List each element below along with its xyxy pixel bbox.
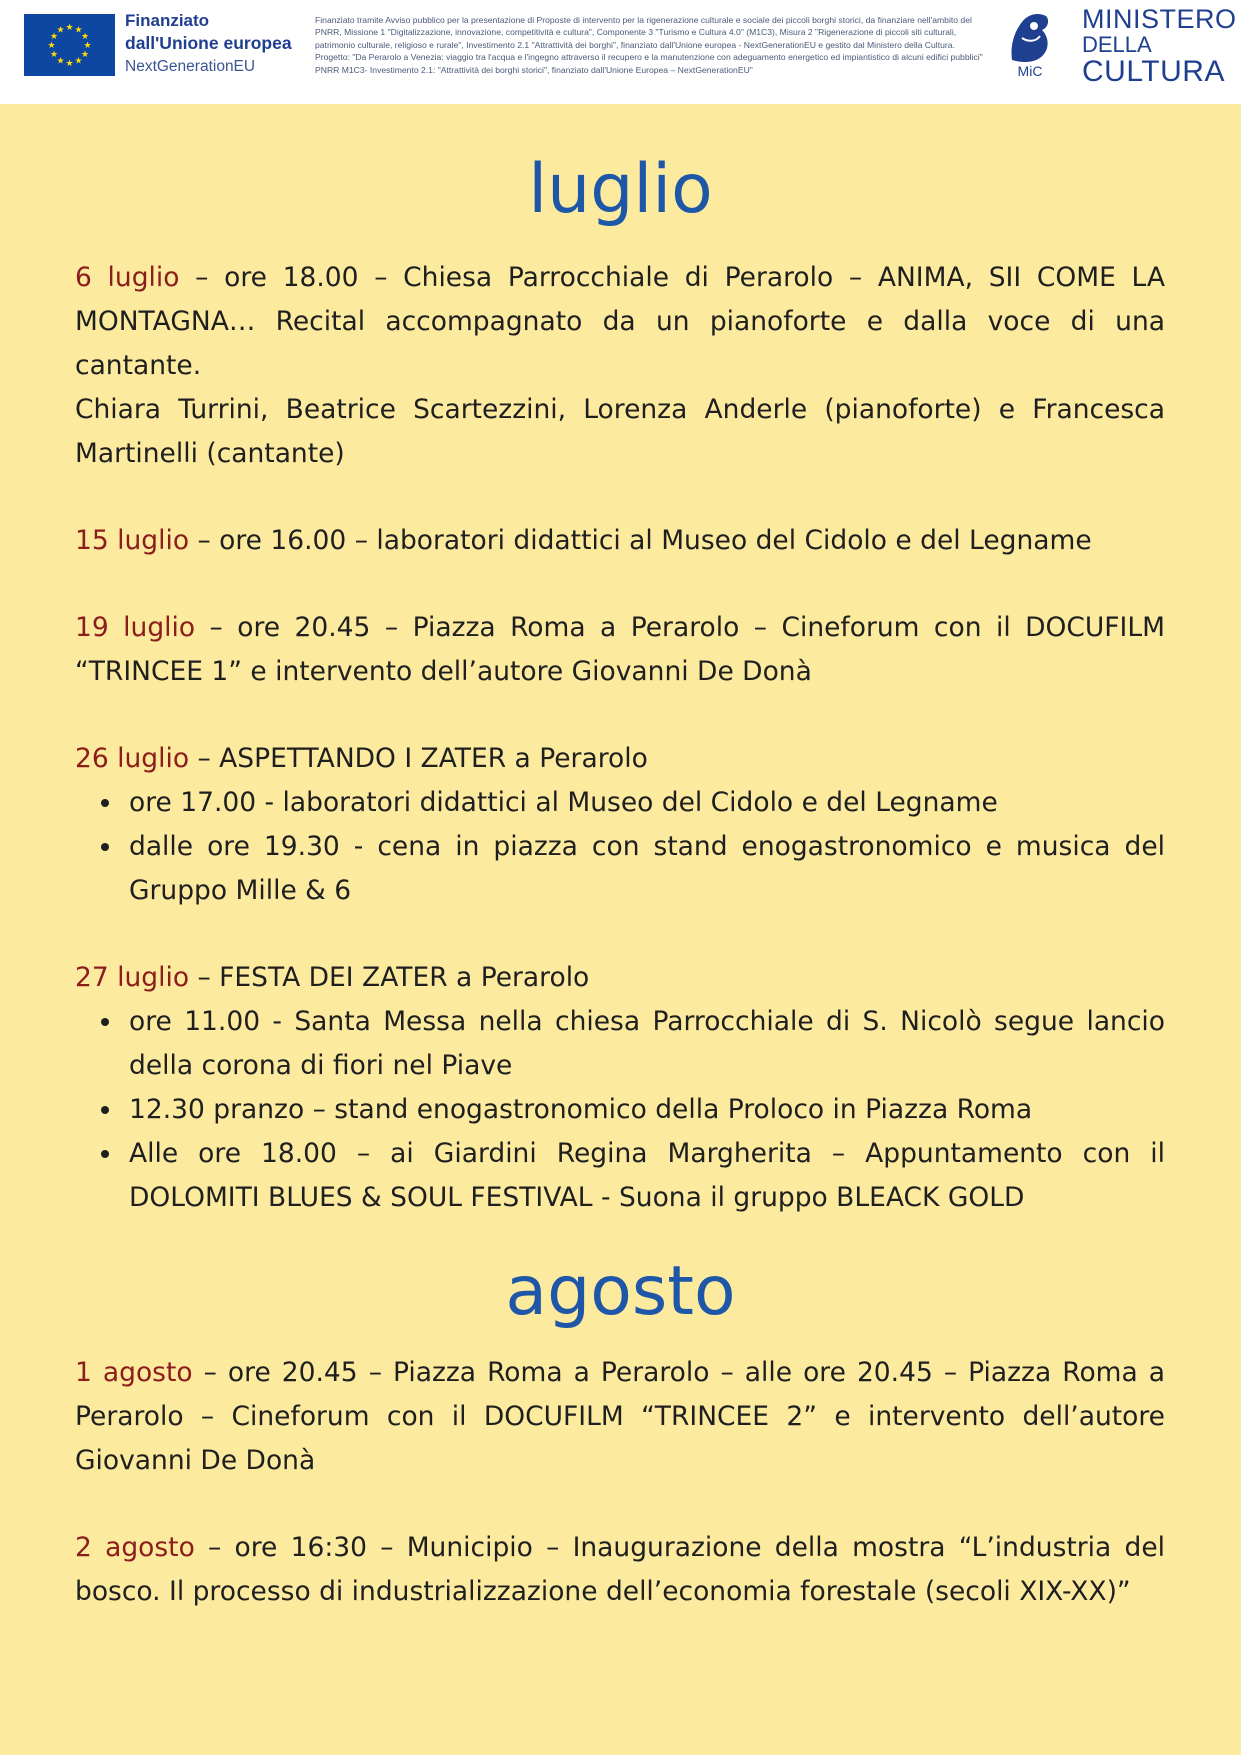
event-date: 27 luglio	[75, 962, 190, 993]
funding-notice	[315, 14, 991, 76]
event-15-luglio	[75, 519, 1165, 563]
funding-text-2: Progetto: "Da Perarolo a Venezia: viaggio tra l'acqua e l'ingegno attraverso il recupero e la manutenzione con adeguamento energetico ed impiantistico di alcuni edifici pubblici" PNRR M1C3- Investimento 2.1: "Attrattività dei borghi storici", finanziato dall'Unione Europea – NextGenerationEU"	[315, 52, 983, 75]
svg-text:★: ★	[74, 56, 83, 67]
mic-line-2: DELLA	[1082, 32, 1152, 57]
month-title-luglio: luglio	[528, 150, 713, 229]
event-date: 26 luglio	[75, 743, 190, 774]
event-date: 2 agosto	[75, 1532, 195, 1563]
mic-logo-icon	[1008, 8, 1052, 80]
eu-line-2: dall'Unione europea	[125, 33, 292, 53]
event-schedule-list	[75, 781, 1165, 913]
svg-text:★: ★	[80, 32, 90, 42]
eu-funding-label	[125, 10, 292, 79]
month-title-agosto: agosto	[505, 1252, 736, 1331]
event-text: – ore 18.00 – Chiesa Parrocchiale di Perarolo – ANIMA, SII COME LA MONTAGNA… Recital accompagnato da un pianoforte e dalla voce di una cantante.	[75, 262, 1166, 381]
event-schedule-list	[75, 1000, 1165, 1220]
mic-line-3: CULTURA	[1082, 55, 1225, 88]
mic-line-1: MINISTERO	[1082, 4, 1237, 34]
event-19-luglio	[75, 606, 1165, 694]
event-2-agosto	[75, 1526, 1165, 1614]
event-27-luglio	[75, 956, 1165, 1220]
event-text: – ASPETTANDO I ZATER a Perarolo	[189, 743, 648, 774]
svg-text:★: ★	[65, 23, 74, 33]
event-date: 6 luglio	[75, 262, 180, 293]
event-date: 1 agosto	[75, 1357, 193, 1388]
svg-text:★: ★	[83, 41, 92, 51]
mic-logo-text: MiC	[1017, 63, 1043, 79]
svg-text:★: ★	[80, 50, 90, 60]
svg-text:★: ★	[47, 41, 56, 51]
list-item: dalle ore 19.30 - cena in piazza con stand enogastronomico e musica del Gruppo Mille & 6	[129, 825, 1165, 913]
event-1-agosto	[75, 1351, 1165, 1483]
funding-text-1: Finanziato tramite Avviso pubblico per la presentazione di Proposte di intervento per la rigenerazione culturale e sociale dei piccoli borghi storici, da finanziare nell'ambito del PNRR, Missione 1 "Digitalizzazione, innovazione, competitività e cultura", Componente 3 "Turismo e Cultura 4.0" (M1C3), Misura 2 "Rigenerazione di piccoli siti culturali, patrimonio culturale, religioso e rurale", Investimento 2.1 "Attrattività dei borghi", finanziato dall'Unione europea - NextGenerationEU e gestito dal Ministero della Cultura.	[315, 15, 972, 50]
header-bar	[0, 0, 1241, 104]
event-text: – ore 16.00 – laboratori didattici al Museo del Cidolo e del Legname	[189, 525, 1092, 556]
event-26-luglio	[75, 737, 1165, 913]
eu-stars-icon	[24, 14, 115, 76]
svg-text:★: ★	[65, 59, 74, 69]
svg-text:★: ★	[49, 50, 59, 60]
event-6-luglio	[75, 256, 1165, 476]
svg-text:★: ★	[56, 25, 65, 36]
ministero-cultura-logo	[1082, 4, 1237, 88]
event-text: – ore 20.45 – Piazza Roma a Perarolo – Cineforum con il DOCUFILM “TRINCEE 1” e intervento dell’autore Giovanni De Donà	[75, 612, 1165, 687]
svg-text:★: ★	[49, 32, 59, 42]
event-text: – ore 20.45 – Piazza Roma a Perarolo – alle ore 20.45 – Piazza Roma a Perarolo – Cineforum con il DOCUFILM “TRINCEE 2” e intervento dell’autore Giovanni De Donà	[75, 1357, 1165, 1476]
svg-text:★: ★	[74, 25, 83, 36]
list-item: ore 17.00 - laboratori didattici al Museo del Cidolo e del Legname	[129, 781, 1165, 825]
event-date: 15 luglio	[75, 525, 190, 556]
event-text: – FESTA DEI ZATER a Perarolo	[189, 962, 590, 993]
eu-line-1: Finanziato	[125, 11, 210, 30]
list-item: 12.30 pranzo – stand enogastronomico della Proloco in Piazza Roma	[129, 1088, 1165, 1132]
svg-text:★: ★	[56, 56, 65, 67]
event-performers: Chiara Turrini, Beatrice Scartezzini, Lorenza Anderle (pianoforte) e Francesca Martinelli (cantante)	[75, 394, 1165, 469]
event-date: 19 luglio	[75, 612, 196, 643]
list-item: ore 11.00 - Santa Messa nella chiesa Parrocchiale di S. Nicolò segue lancio della corona di fiori nel Piave	[129, 1000, 1165, 1088]
eu-line-3: NextGenerationEU	[125, 58, 256, 75]
list-item: Alle ore 18.00 – ai Giardini Regina Margherita – Appuntamento con il DOLOMITI BLUES & SOUL FESTIVAL - Suona il gruppo BLEACK GOLD	[129, 1132, 1165, 1220]
eu-flag-logo	[24, 14, 115, 76]
event-text: – ore 16:30 – Municipio – Inaugurazione della mostra “L’industria del bosco. Il processo di industrializzazione dell’economia forestale (secoli XIX-XX)”	[75, 1532, 1166, 1607]
